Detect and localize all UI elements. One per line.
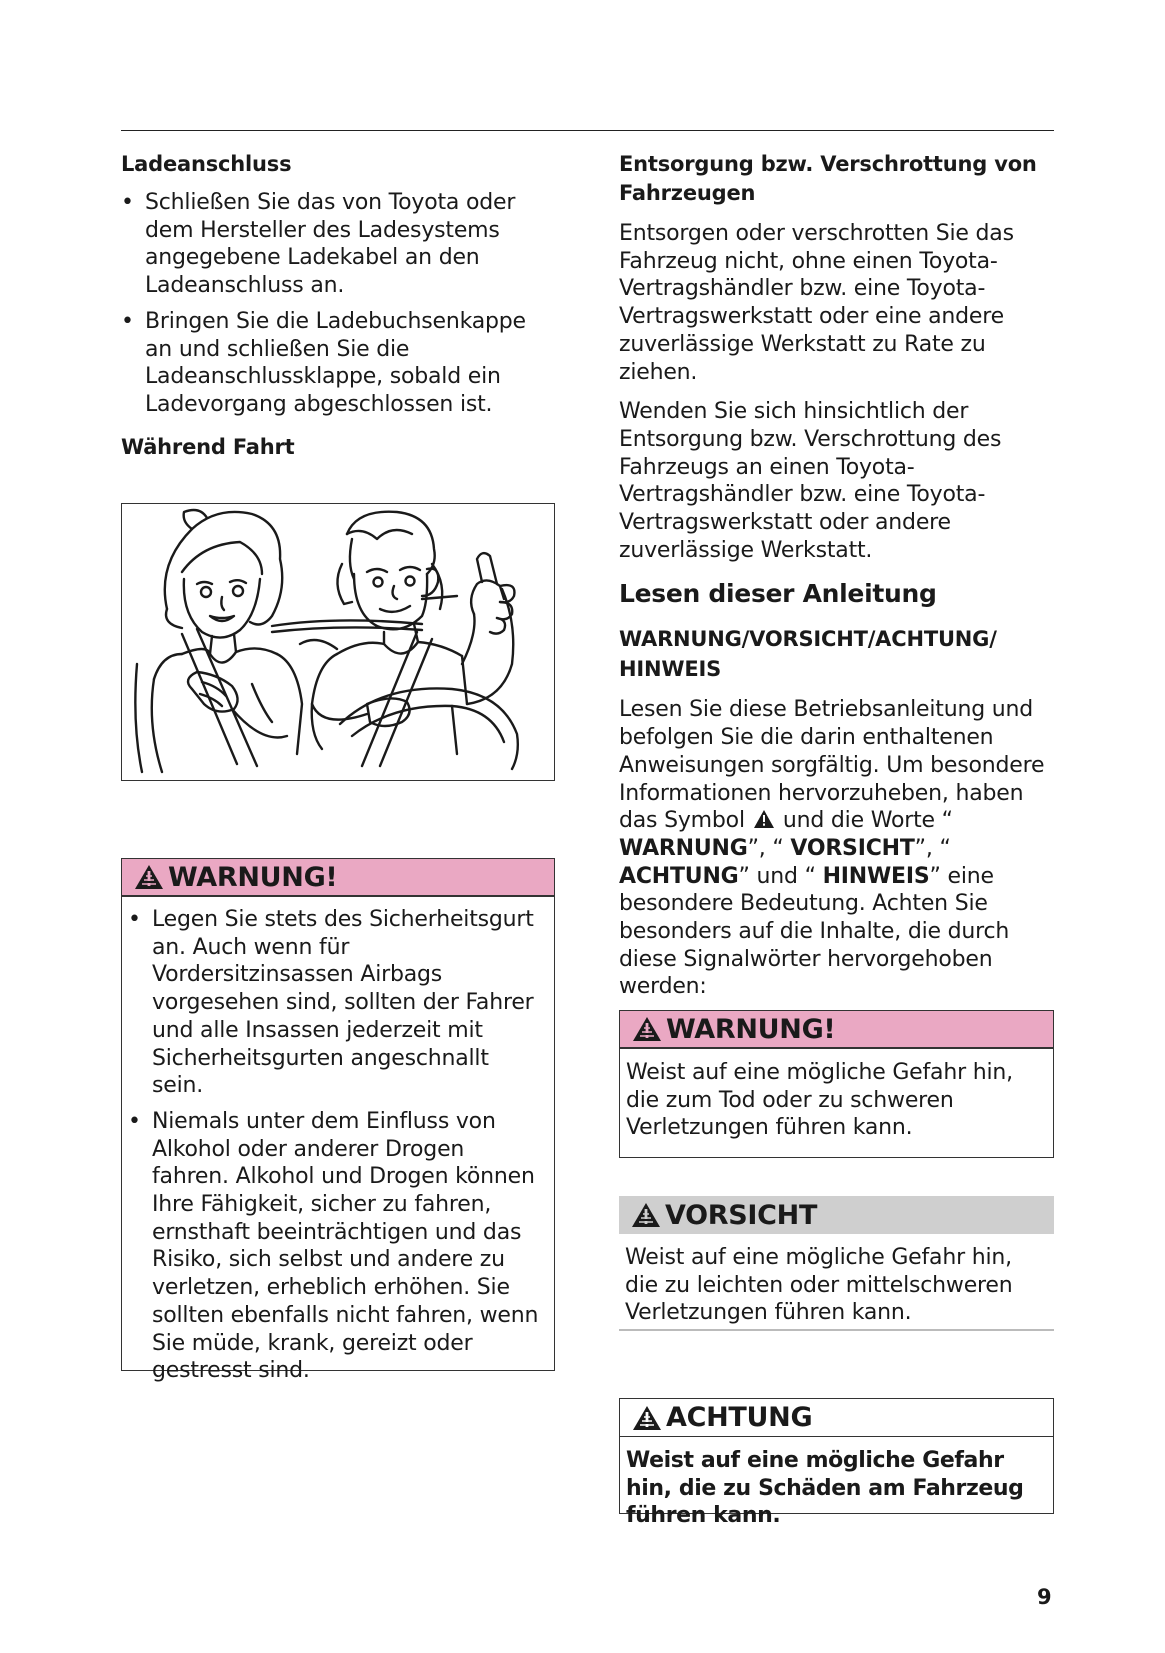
warning-triangle-icon (753, 809, 775, 829)
caution-box-title: VORSICHT (665, 1199, 818, 1231)
caution-box-header (619, 1196, 1054, 1234)
reading-heading: Lesen dieser Anleitung (619, 579, 937, 609)
list-item: • Schließen Sie das von Toyota oder dem Hersteller des Ladesystems angegebene Ladekabel an den Ladeanschluss an. (121, 190, 516, 299)
warning-box-title: WARNUNG! (666, 1013, 836, 1045)
disposal-heading: Entsorgung bzw. Verschrottung von Fahrzeugen (619, 152, 1037, 205)
disposal-paragraph-1: Entsorgen oder verschrotten Sie das Fahrzeug nicht, ohne einen Toyota-Vertragshändler bzw. eine Toyota-Vertragswerkstatt oder eine andere zuverlässige Werkstatt zu Rate zu ziehen. (619, 221, 1014, 385)
right-column (619, 150, 1059, 1001)
warning-box-header (620, 1011, 1053, 1049)
caution-box-text: Weist auf eine mögliche Gefahr hin, die zu leichten oder mittelschweren Verletzungen führen kann. (625, 1245, 1013, 1326)
charging-bullet-list (121, 189, 555, 419)
signal-words-paragraph: Lesen Sie diese Betriebsanleitung und befolgen Sie die darin enthaltenen Anweisungen sorgfältig. Um besondere Informationen hervorzuheben, haben das Symbol und die Worte “ WARNUNG”, “ VORSICHT”, “ ACHTUNG” und “ HINWEIS” eine besondere Bedeutung. Achten Sie besonders auf die Inhalte, die durch diese Signalwörter hervorgehoben werden: (619, 697, 1045, 1000)
list-item: • Bringen Sie die Ladebuchsenkappe an und schließen Sie die Ladeanschlussklappe, sobald ein Ladevorgang abgeschlossen ist. (121, 308, 526, 417)
list-item: • Legen Sie stets des Sicherheitsgurt an. Auch wenn für Vordersitzinsassen Airbags vorgesehen sind, sollten der Fahrer und alle Insassen jederzeit mit Sicherheitsgurten angeschnallt sein. (128, 907, 534, 1099)
warning-box-title: WARNUNG! (168, 861, 338, 893)
page-number: 9 (1037, 1585, 1052, 1609)
seatbelt-illustration (121, 503, 555, 781)
warning-triangle-icon (632, 1405, 662, 1431)
warning-triangle-icon (134, 864, 164, 890)
warning-triangle-icon (632, 1016, 662, 1042)
charging-heading: Ladeanschluss (121, 152, 292, 176)
signal-words-heading: WARNUNG/VORSICHT/ACHTUNG/ HINWEIS (619, 627, 997, 682)
notice-box-header (620, 1399, 1053, 1437)
caution-box (619, 1196, 1054, 1331)
warning-box-left (121, 858, 555, 1384)
notice-box-title: ACHTUNG (666, 1402, 813, 1433)
warning-box-text: Weist auf eine mögliche Gefahr hin, die zum Tod oder zu schweren Verletzungen führen kann. (626, 1060, 1013, 1141)
warning-bullet-list (122, 897, 554, 1385)
warning-box-header (122, 859, 554, 897)
warning-box-right (619, 1010, 1054, 1158)
driving-heading: Während Fahrt (121, 434, 295, 459)
notice-box-text: Weist auf eine mögliche Gefahr hin, die zu Schäden am Fahrzeug führen kann. (626, 1448, 1024, 1529)
disposal-paragraph-2: Wenden Sie sich hinsichtlich der Entsorgung bzw. Verschrottung des Fahrzeugs an einen Toyota-Vertragshändler bzw. eine Toyota-Vertragswerkstatt oder andere zuverlässige Werkstatt. (619, 399, 1002, 563)
list-item: • Niemals unter dem Einfluss von Alkohol oder anderer Drogen fahren. Alkohol und Drogen können Ihre Fähigkeit, sicher zu fahren, ernsthaft beeinträchtigen und das Risiko, sich selbst und andere zu verletzen, erheblich erhöhen. Sie sollten ebenfalls nicht fahren, wenn Sie müde, krank, gereizt oder gestresst sind. (128, 1108, 539, 1384)
left-column (121, 150, 555, 462)
top-rule (121, 130, 1054, 131)
warning-triangle-icon (631, 1202, 661, 1228)
notice-box (619, 1398, 1054, 1529)
